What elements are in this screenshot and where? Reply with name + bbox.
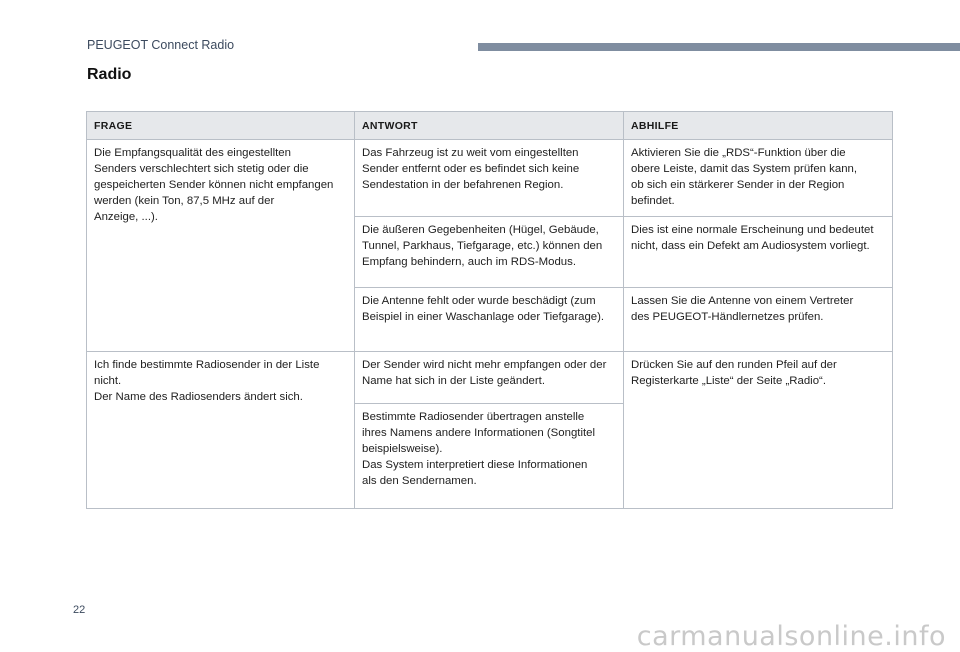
answer-cell: Die äußeren Gegebenheiten (Hügel, Gebäude, Tunnel, Parkhaus, Tiefgarage, etc.) können den Empfang behindern, auch im RDS-Modus. <box>355 217 624 288</box>
watermark-text: carmanualsonline.info <box>636 621 946 652</box>
table-header-row <box>87 112 893 140</box>
question-cell: Ich finde bestimmte Radiosender in der Liste nicht. Der Name des Radiosenders ändert sich. <box>87 352 355 509</box>
document-header-label: PEUGEOT Connect Radio <box>87 38 235 52</box>
page-number: 22 <box>73 604 86 616</box>
table-row <box>87 140 893 217</box>
answer-cell: Bestimmte Radiosender übertragen anstelle ihres Namens andere Informationen (Songtitel beispielsweise). Das System interpretiert diese Informationen als den Sendernamen. <box>355 404 624 509</box>
remedy-cell: Drücken Sie auf den runden Pfeil auf der Registerkarte „Liste“ der Seite „Radio“. <box>624 352 893 509</box>
troubleshooting-table <box>86 111 893 509</box>
question-cell: Die Empfangsqualität des eingestellten Senders verschlechtert sich stetig oder die gespeicherten Sender können nicht empfangen werden (kein Ton, 87,5 MHz auf der Anzeige, ...). <box>87 140 355 352</box>
column-header-question: FRAGE <box>87 112 355 140</box>
remedy-cell: Dies ist eine normale Erscheinung und bedeutet nicht, dass ein Defekt am Audiosystem vorliegt. <box>624 217 893 288</box>
answer-cell: Der Sender wird nicht mehr empfangen oder der Name hat sich in der Liste geändert. <box>355 352 624 404</box>
remedy-cell: Aktivieren Sie die „RDS“-Funktion über die obere Leiste, damit das System prüfen kann, ob sich ein stärkerer Sender in der Region befindet. <box>624 140 893 217</box>
table-row <box>87 352 893 404</box>
answer-cell: Die Antenne fehlt oder wurde beschädigt (zum Beispiel in einer Waschanlage oder Tiefgarage). <box>355 288 624 352</box>
header-decoration-bar <box>478 43 960 51</box>
answer-cell: Das Fahrzeug ist zu weit vom eingestellten Sender entfernt oder es befindet sich keine Sendestation in der befahrenen Region. <box>355 140 624 217</box>
section-title: Radio <box>87 66 132 83</box>
column-header-answer: ANTWORT <box>355 112 624 140</box>
column-header-remedy: ABHILFE <box>624 112 893 140</box>
remedy-cell: Lassen Sie die Antenne von einem Vertreter des PEUGEOT-Händlernetzes prüfen. <box>624 288 893 352</box>
